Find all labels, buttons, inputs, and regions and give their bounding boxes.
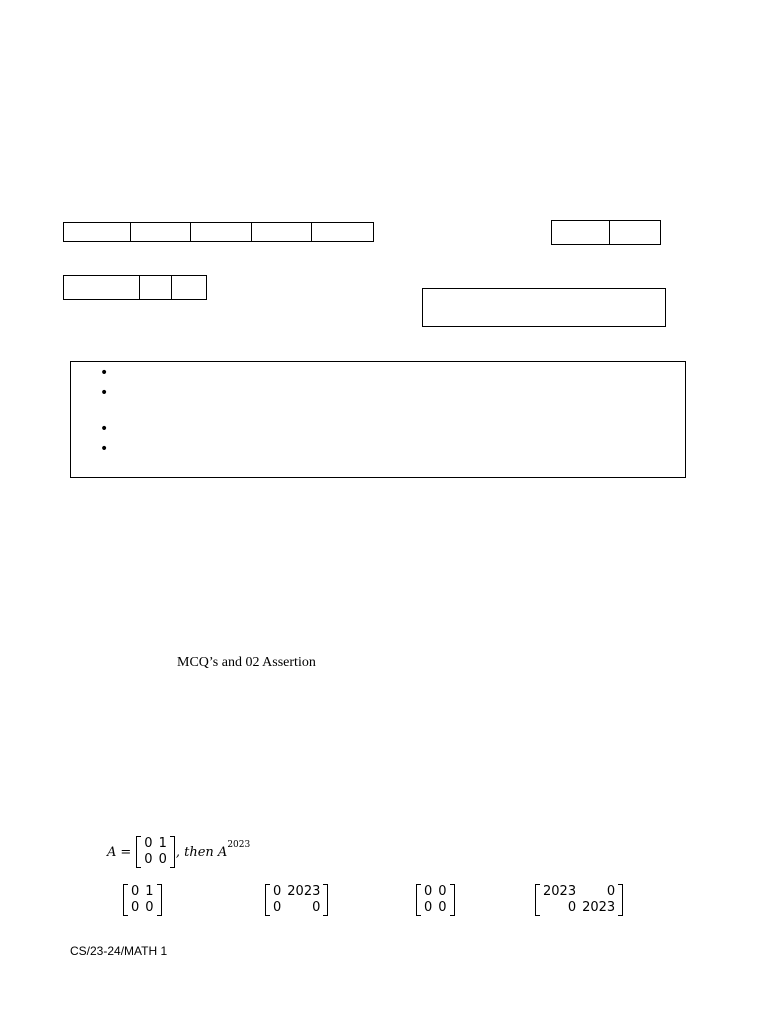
- option-a[interactable]: 0 1 0 0: [122, 884, 163, 916]
- instruction-bullet: •: [100, 421, 109, 437]
- instruction-bullet: •: [100, 365, 109, 381]
- instructions-box: [70, 361, 686, 478]
- footer-code: CS/23-24/MATH 1: [70, 944, 168, 958]
- code-cell: [64, 276, 140, 299]
- instruction-bullet: •: [100, 385, 109, 401]
- question-power: 2023: [227, 840, 251, 850]
- right-cell: [610, 221, 660, 244]
- question-eq: =: [120, 844, 132, 860]
- roll-number-boxes: [63, 222, 374, 242]
- question-matrix: 0 1 0 0: [136, 836, 175, 868]
- mcq-section-header: MCQ’s and 02 Assertion: [177, 655, 316, 670]
- code-boxes: [63, 275, 207, 300]
- roll-cell: [312, 223, 373, 241]
- option-b[interactable]: 0 2023 0 0: [264, 884, 329, 916]
- option-c[interactable]: 0 0 0 0: [415, 884, 456, 916]
- option-d[interactable]: 2023 0 0 2023: [534, 884, 624, 916]
- roll-cell: [252, 223, 313, 241]
- question-1: [107, 836, 250, 868]
- question-rest: , then A: [175, 844, 228, 860]
- code-cell: [172, 276, 206, 299]
- code-cell: [140, 276, 173, 299]
- instruction-bullet: •: [100, 441, 109, 457]
- roll-cell: [64, 223, 131, 241]
- roll-cell: [191, 223, 252, 241]
- question-lhs: A: [107, 844, 117, 860]
- signature-box: [422, 288, 666, 327]
- right-top-boxes: [551, 220, 661, 245]
- roll-cell: [131, 223, 192, 241]
- right-cell: [552, 221, 610, 244]
